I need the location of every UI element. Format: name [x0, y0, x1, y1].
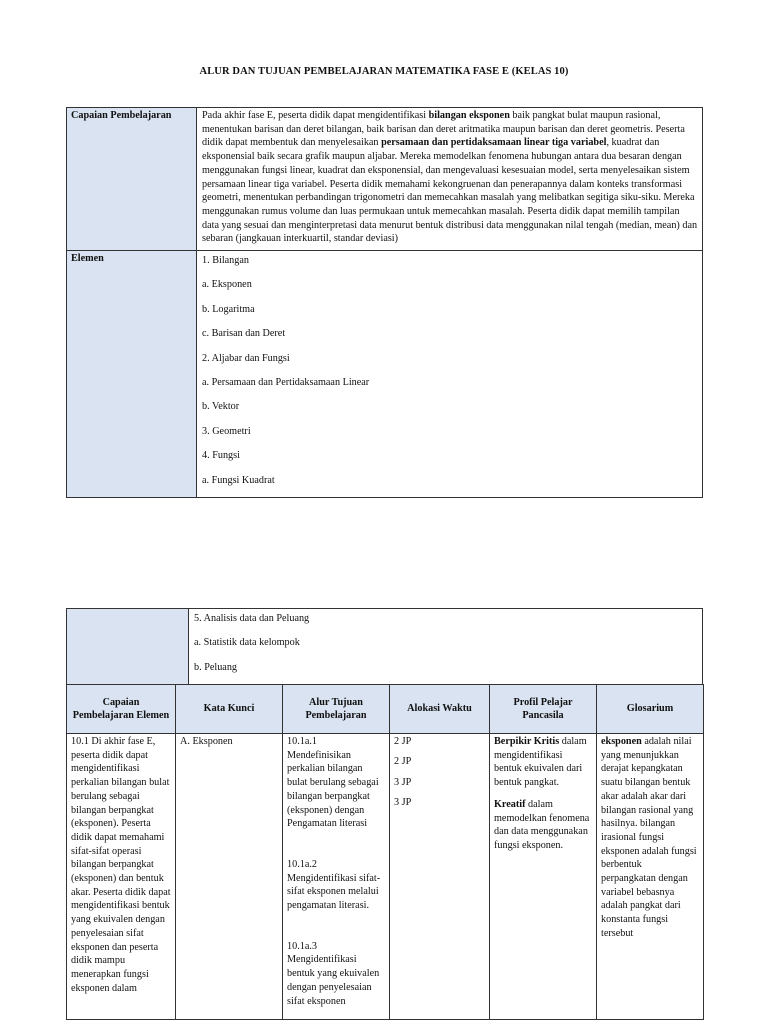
- atp-header-row: [67, 685, 704, 734]
- capaian-label: Capaian Pembelajaran: [67, 108, 197, 251]
- list-item: 2. Aljabar dan Fungsi: [202, 352, 290, 364]
- tujuan-code: 10.1a.3: [287, 940, 317, 952]
- alokasi-item: 3 JP: [394, 776, 412, 788]
- cp-elemen-cell: 10.1 Di akhir fase E, peserta didik dapat mengidentifikasi perkalian bilangan bulat berulang sebagai bilangan berpangkat (eksponen). Peserta didik dapat memahami sifat-sifat operasi bilangan berpangkat (eksponen) dan bentuk akar. Peserta didik dapat mengidentifikasi bentuk yang ekuivalen dengan penyelesaian sifat eksponen dan peserta didik mampu menerapkan fungsi eksponen dalam: [67, 734, 176, 1020]
- tujuan-text: Mengidentifikasi bentuk yang ekuivalen dengan penyelesaian sifat eksponen: [287, 954, 380, 1007]
- header-kata-kunci: Kata Kunci: [176, 685, 283, 734]
- list-item: b. Vektor: [202, 401, 240, 413]
- alur-tujuan-cell: [283, 734, 390, 1020]
- list-item: c. Barisan dan Deret: [202, 328, 286, 340]
- elemen-continued-row: [67, 609, 703, 685]
- profil-item: Berpikir Kritis dalam mengidentifikasi bentuk ekuivalen dari bentuk pangkat.: [494, 736, 587, 789]
- page-title: ALUR DAN TUJUAN PEMBELAJARAN MATEMATIKA FASE E (KELAS 10): [199, 66, 569, 77]
- capaian-row: [67, 108, 703, 251]
- list-item: a. Fungsi Kuadrat: [202, 474, 275, 486]
- list-item: 3. Geometri: [202, 425, 251, 437]
- alokasi-waktu-cell: [390, 734, 490, 1020]
- table-row: [67, 734, 704, 1020]
- elemen-continued-label: [67, 609, 189, 685]
- header-alur-tujuan: Alur Tujuan Pembelajaran: [283, 685, 390, 734]
- elemen-continued-list: [189, 609, 703, 685]
- elemen-list: [197, 251, 703, 498]
- tujuan-code: 10.1a.1: [287, 736, 317, 747]
- list-item: 1. Bilangan: [202, 255, 249, 266]
- header-alokasi-waktu: Alokasi Waktu: [390, 685, 490, 734]
- header-glosarium: Glosarium: [597, 685, 704, 734]
- list-item: a. Persamaan dan Pertidaksamaan Linear: [202, 376, 370, 388]
- kata-kunci-cell: A. Eksponen: [176, 734, 283, 1020]
- alokasi-item: 3 JP: [394, 797, 412, 809]
- tujuan-code: 10.1a.2: [287, 858, 317, 870]
- capaian-elemen-table: [66, 107, 703, 498]
- list-item: 5. Analisis data dan Peluang: [194, 613, 310, 624]
- capaian-text: Pada akhir fase E, peserta didik dapat mengidentifikasi bilangan eksponen baik pangkat bulat maupun rasional, menentukan barisan dan deret bilangan, baik barisan dan deret aritmatika maupun barisan dan deret geometris. Peserta didik dapat membentuk dan menyelesaikan persamaan dan pertidaksamaan linear tiga variabel, kuadrat dan eksponensial baik secara grafik maupun aljabar. Mereka memodelkan fenomena hubungan antara dua besaran dengan menggunakan fungsi linear, kuadrat dan eksponensial, dan mengevaluasi kesesuaian model, serta menyelesaikan sistem persamaan linear tiga variabel. Peserta didik memahami kekongruenan dan penerapannya dalam konteks transformasi geometri, menentukan perbandingan trigonometri dan memecahkan masalah yang melibatkan segitiga siku-siku. Mereka menggunakan rumus volume dan luas permukaan untuk memecahkan masalah. Peserta didik dapat memilih tampilan data yang sesuai dan menginterpretasi data menurut bentuk distribusi data menggunakan nilal tengah (median, mean) dan sebaran (jangkauan interkuartil, standar deviasi): [197, 108, 703, 251]
- alokasi-item: 2 JP: [394, 736, 412, 747]
- elemen-continued-table: [66, 608, 703, 685]
- list-item: b. Logaritma: [202, 303, 255, 315]
- list-item: b. Peluang: [194, 661, 238, 673]
- profil-item: Kreatif dalam memodelkan fenomena dan data menggunakan fungsi eksponen.: [494, 798, 590, 851]
- elemen-row: [67, 251, 703, 498]
- glosarium-cell: eksponen adalah nilai yang menunjukkan derajat kepangkatan suatu bilangan bentuk akar adalah akar dari bilangan rasional yang hasilnya. bilangan irasional fungsi eksponen adalah fungsi berbentuk perpangkatan dengan variabel bebasnya adalah pangkat dari konstanta fungsi tersebut: [597, 734, 704, 1020]
- atp-table: [66, 684, 704, 1020]
- list-item: 4. Fungsi: [202, 450, 240, 462]
- header-cp-elemen: Capaian Pembelajaran Elemen: [67, 685, 176, 734]
- header-profil-pelajar: Profil Pelajar Pancasila: [490, 685, 597, 734]
- alokasi-item: 2 JP: [394, 756, 412, 768]
- profil-pelajar-cell: [490, 734, 597, 1020]
- list-item: a. Eksponen: [202, 279, 252, 291]
- elemen-label: Elemen: [67, 251, 197, 498]
- tujuan-text: Mendefinisikan perkalian bilangan bulat berulang sebagai bilangan berpangkat (eksponen) dengan Pengamatan literasi: [287, 749, 379, 830]
- list-item: a. Statistik data kelompok: [194, 637, 300, 649]
- tujuan-text: Mengidentifikasi sifat-sifat eksponen melalui pengamatan literasi.: [287, 872, 381, 912]
